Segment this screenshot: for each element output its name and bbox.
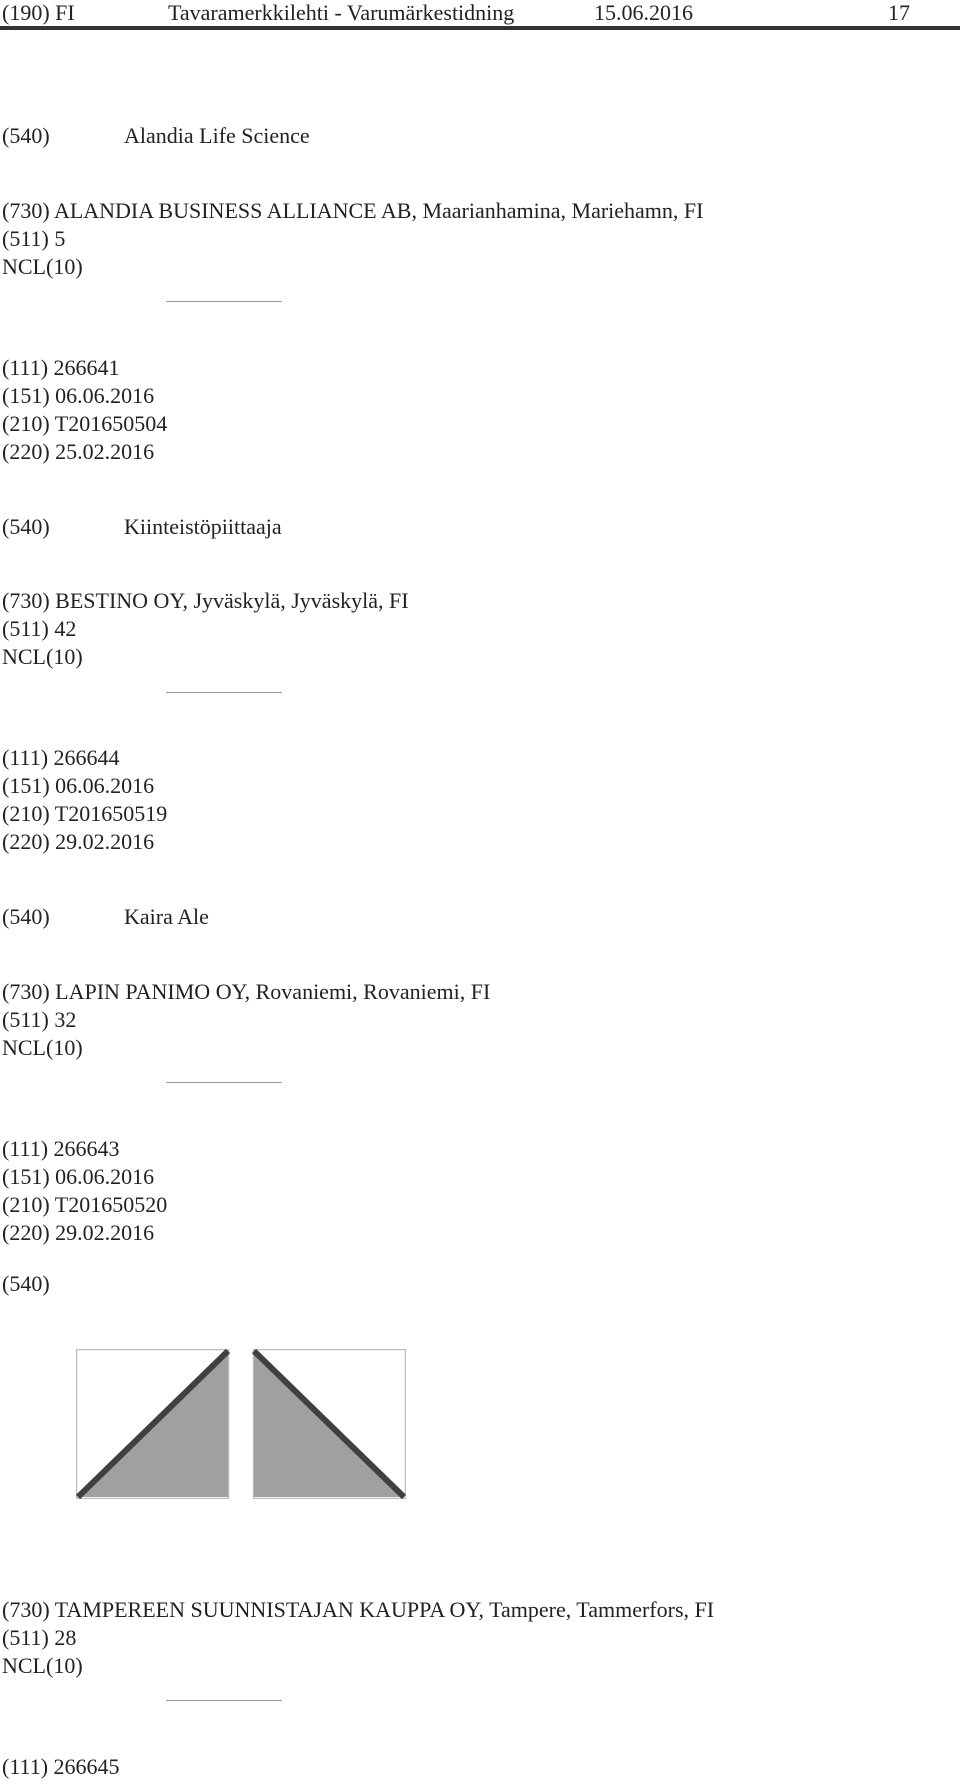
entry-3-ncl: NCL(10) — [2, 1035, 83, 1060]
entry-4-mark-label: (540) — [2, 1271, 50, 1296]
entry-4-ncl: NCL(10) — [2, 1653, 83, 1678]
entry-1-ncl: NCL(10) — [2, 254, 83, 279]
header-rule — [0, 26, 960, 30]
entry-3-filing: (220) 29.02.2016 — [2, 829, 155, 854]
entry-2-mark-name: Kiinteistöpiittaaja — [124, 514, 282, 539]
entry-2-app: (210) T201650504 — [2, 411, 168, 436]
entry-2-holder: (730) BESTINO OY, Jyväskylä, Jyväskylä, FI — [2, 588, 409, 613]
entry-2-reg: (111) 266641 — [2, 355, 120, 380]
separator-rule — [166, 1700, 282, 1701]
entry-1-holder: (730) ALANDIA BUSINESS ALLIANCE AB, Maarianhamina, Mariehamn, FI — [2, 198, 704, 223]
entry-3-reg: (111) 266644 — [2, 745, 120, 770]
entry-4-reg: (111) 266643 — [2, 1136, 120, 1161]
separator-rule — [166, 692, 282, 693]
entry-2-filing: (220) 25.02.2016 — [2, 439, 155, 464]
entry-1-mark-label: (540) — [2, 123, 50, 148]
entry-3-mark-name: Kaira Ale — [124, 904, 209, 929]
entry-2-mark-label: (540) — [2, 514, 50, 539]
header-date: 15.06.2016 — [594, 0, 693, 25]
separator-rule — [166, 1082, 282, 1083]
header-page: 17 — [888, 0, 910, 25]
entry-2-reg-date: (151) 06.06.2016 — [2, 383, 155, 408]
entry-3-holder: (730) LAPIN PANIMO OY, Rovaniemi, Rovaniemi, FI — [2, 979, 491, 1004]
entry-3-app: (210) T201650519 — [2, 801, 168, 826]
entry-4-filing: (220) 29.02.2016 — [2, 1220, 155, 1245]
entry-4-app: (210) T201650520 — [2, 1192, 168, 1217]
separator-rule — [166, 301, 282, 302]
entry-5-reg: (111) 266645 — [2, 1754, 120, 1779]
two-triangle-flag-logo-icon — [76, 1349, 406, 1505]
header-code: (190) FI — [2, 0, 75, 25]
header-publication: Tavaramerkkilehti - Varumärkestidning — [168, 0, 515, 25]
entry-1-class: (511) 5 — [2, 226, 66, 251]
entry-2-class: (511) 42 — [2, 616, 77, 641]
entry-1-mark-name: Alandia Life Science — [124, 123, 310, 148]
entry-3-class: (511) 32 — [2, 1007, 77, 1032]
entry-3-reg-date: (151) 06.06.2016 — [2, 773, 155, 798]
entry-4-class: (511) 28 — [2, 1625, 77, 1650]
entry-4-reg-date: (151) 06.06.2016 — [2, 1164, 155, 1189]
entry-2-ncl: NCL(10) — [2, 644, 83, 669]
entry-4-holder: (730) TAMPEREEN SUUNNISTAJAN KAUPPA OY, Tampere, Tammerfors, FI — [2, 1597, 715, 1622]
entry-3-mark-label: (540) — [2, 904, 50, 929]
